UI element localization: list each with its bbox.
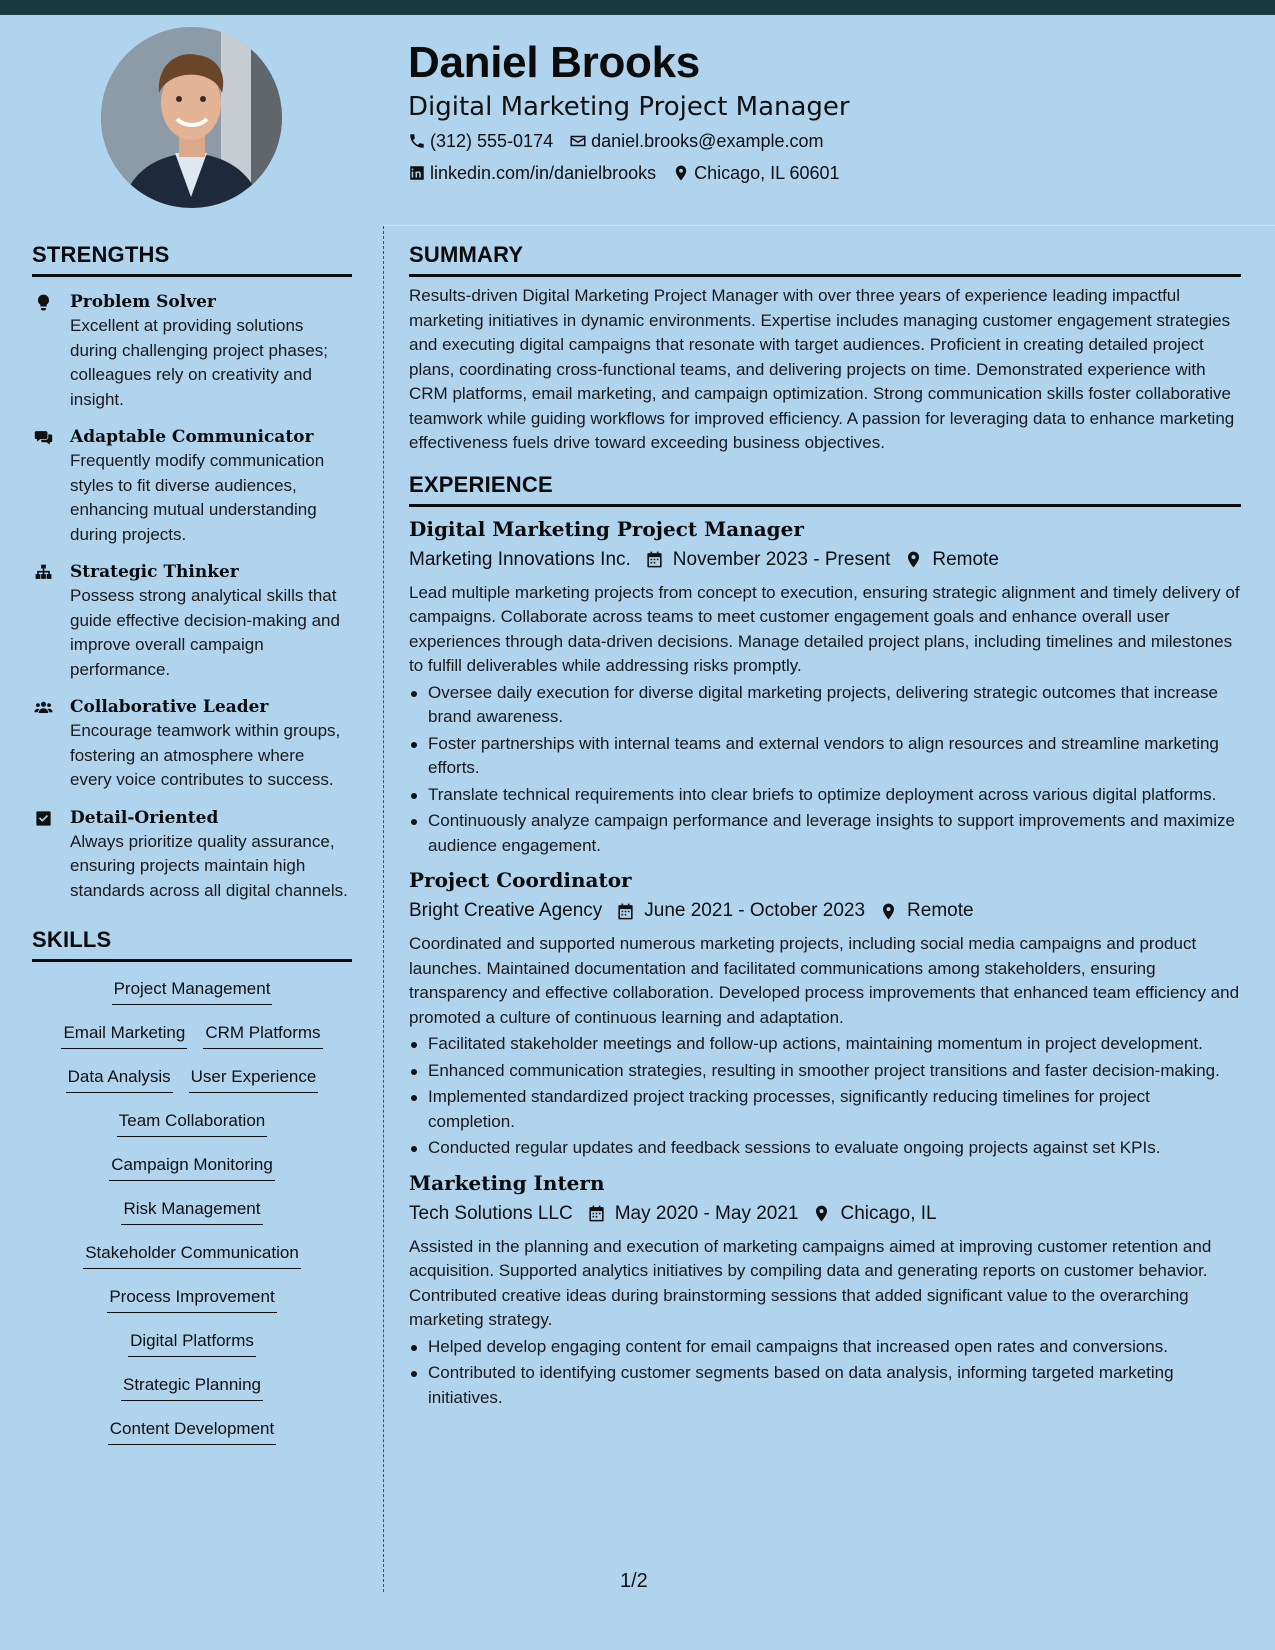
calendar-icon <box>645 550 664 569</box>
job-bullet: Enhanced communication strategies, resulting in smoother project transitions and faster decision-making. <box>409 1059 1241 1084</box>
linkedin-icon <box>408 164 426 182</box>
phone-icon <box>408 132 426 150</box>
location-text: Chicago, IL <box>840 1202 937 1224</box>
strength-desc: Possess strong analytical skills that guide effective decision-making and improve overall campaign performance. <box>70 586 340 679</box>
portrait-image <box>101 27 282 208</box>
linkedin-text: linkedin.com/in/danielbrooks <box>430 163 657 183</box>
skill-tag: Content Development <box>108 1416 276 1445</box>
job-meta <box>409 1199 1241 1229</box>
strength-desc: Frequently modify communication styles to fit diverse audiences, enhancing mutual understanding during projects. <box>70 451 325 544</box>
company-text: Bright Creative Agency <box>409 900 603 921</box>
job-bullets <box>409 1032 1241 1161</box>
location-text: Remote <box>932 548 999 570</box>
calendar-icon <box>587 1204 606 1223</box>
map-pin-icon <box>879 902 898 921</box>
strength-item <box>32 695 352 793</box>
skill-tag: Digital Platforms <box>128 1328 256 1357</box>
left-column <box>32 240 352 1460</box>
job-description: Lead multiple marketing projects from concept to execution, ensuring strategic alignment and timely delivery of campaigns. Collaborate across teams to meet customer engagement goals and enhance overall user experiences through data-driven decisions. Manage detailed project plans, including timelines and milestones to fulfill deliverables while addressing risks promptly. <box>409 582 1240 675</box>
skill-tag: Team Collaboration <box>117 1108 267 1137</box>
location-contact <box>672 158 839 188</box>
location-text: Remote <box>907 900 974 921</box>
job-title: Digital Marketing Project Manager <box>409 516 804 541</box>
strength-item <box>32 290 352 412</box>
dates-text: May 2020 - May 2021 <box>614 1202 799 1224</box>
company-text: Marketing Innovations Inc. <box>409 548 631 570</box>
job-entry <box>409 1169 1241 1411</box>
job-bullet: Translate technical requirements into clear briefs to optimize deployment across various digital platforms. <box>409 783 1241 808</box>
job-dates <box>587 1199 799 1229</box>
profile-photo <box>101 27 282 208</box>
candidate-title: Digital Marketing Project Manager <box>408 92 850 122</box>
job-bullet: Continuously analyze campaign performance and leverage insights to support improvements and maximize audience engagement. <box>409 809 1241 858</box>
contact-row-2 <box>408 158 1248 188</box>
strengths-heading: STRENGTHS <box>32 240 352 277</box>
skills-heading: SKILLS <box>32 925 352 962</box>
job-bullet: Facilitated stakeholder meetings and follow-up actions, maintaining momentum in project development. <box>409 1032 1241 1057</box>
job-bullets <box>409 1335 1241 1411</box>
phone-text: (312) 555-0174 <box>430 131 554 151</box>
skill-tag: Process Improvement <box>107 1284 276 1313</box>
strength-title: Strategic Thinker <box>70 562 239 582</box>
header-divider <box>383 225 1275 226</box>
job-bullet: Oversee daily execution for diverse digital marketing projects, delivering strategic outcomes that increase brand awareness. <box>409 681 1241 730</box>
envelope-icon <box>569 132 587 150</box>
skill-tag: CRM Platforms <box>203 1020 322 1049</box>
strength-title: Detail-Oriented <box>70 807 219 828</box>
skill-tag: Data Analysis <box>66 1064 173 1093</box>
job-bullets <box>409 681 1241 859</box>
company-text: Tech Solutions LLC <box>409 1202 573 1224</box>
skill-tag: User Experience <box>189 1064 319 1093</box>
sitemap-icon <box>34 563 53 582</box>
email-text: daniel.brooks@example.com <box>591 131 824 151</box>
job-bullet: Conducted regular updates and feedback sessions to evaluate ongoing projects against set KPIs. <box>409 1136 1241 1161</box>
job-location <box>904 545 999 575</box>
job-entry <box>409 515 1241 859</box>
job-company <box>409 545 631 575</box>
phone-contact[interactable] <box>408 126 553 156</box>
job-dates <box>645 545 891 575</box>
job-title: Marketing Intern <box>409 1170 605 1195</box>
job-location <box>812 1199 936 1229</box>
contact-row-1 <box>408 126 1248 156</box>
job-description: Coordinated and supported numerous marketing projects, including social media campaigns and product launches. Maintained documentation and facilitated communications among stakeholders, ensuring transparency and effective collaboration. Developed process improvements that enhanced team efficiency and promoted a culture of continuous learning and adaptation. <box>409 934 1240 1027</box>
resume-header <box>408 36 1248 188</box>
job-entry <box>409 866 1241 1161</box>
strength-title: Collaborative Leader <box>70 697 269 717</box>
map-pin-icon <box>904 550 923 569</box>
column-divider <box>383 226 384 1592</box>
map-pin-icon <box>812 1204 831 1223</box>
strength-item <box>32 806 352 904</box>
calendar-icon <box>616 902 635 921</box>
strength-desc: Excellent at providing solutions during challenging project phases; colleagues rely on creativity and insight. <box>70 316 329 409</box>
checkbox-icon <box>34 809 53 828</box>
job-company <box>409 896 602 926</box>
summary-text: Results-driven Digital Marketing Project Manager with over three years of experience leading impactful marketing initiatives in dynamic environments. Expertise includes managing customer engagement strategies and executing digital campaigns that resonate with target audiences. Proficient in creating detailed project plans, coordinating cross-functional teams, and delivering projects on time. Demonstrated experience with CRM platforms, email marketing, and campaign optimization. Strong communication skills foster collaborative teamwork while guiding workflows for improved efficiency. A passion for leveraging data to enhance marketing effectiveness fuels drive toward exceeding business objectives. <box>409 286 1235 452</box>
top-bar <box>0 0 1275 15</box>
skill-tag: Strategic Planning <box>121 1372 263 1401</box>
right-column <box>409 240 1241 1410</box>
strength-item <box>32 425 352 547</box>
job-location <box>879 896 974 926</box>
chat-bubbles-icon <box>34 428 53 447</box>
dates-text: June 2021 - October 2023 <box>644 900 866 921</box>
skill-tag: Stakeholder Communication <box>83 1240 301 1269</box>
candidate-name: Daniel Brooks <box>408 38 700 87</box>
experience-heading: EXPERIENCE <box>409 470 1241 507</box>
map-pin-icon <box>672 164 690 182</box>
linkedin-contact[interactable] <box>408 158 656 188</box>
skill-tag: Campaign Monitoring <box>109 1152 275 1181</box>
job-bullet: Helped develop engaging content for email campaigns that increased open rates and conversions. <box>409 1335 1241 1360</box>
job-company <box>409 1199 573 1229</box>
strength-title: Adaptable Communicator <box>70 427 314 447</box>
job-meta <box>409 896 1241 926</box>
strength-item <box>32 560 352 682</box>
page-number: 1/2 <box>620 1570 648 1592</box>
summary-heading: SUMMARY <box>409 240 1241 277</box>
strength-title: Problem Solver <box>70 292 216 312</box>
email-contact[interactable] <box>569 126 823 156</box>
job-description: Assisted in the planning and execution of marketing campaigns aimed at improving customer retention and acquisition. Supported analytics initiatives by compiling data and generating reports on customer behavior. Contributed creative ideas during brainstorming sessions that added significant value to the overarching marketing strategy. <box>409 1236 1212 1329</box>
job-meta <box>409 545 1241 575</box>
skills-list <box>32 976 352 1460</box>
dates-text: November 2023 - Present <box>672 548 891 570</box>
skill-tag: Risk Management <box>121 1196 262 1225</box>
skill-tag: Email Marketing <box>61 1020 187 1049</box>
location-text: Chicago, IL 60601 <box>694 163 840 183</box>
lightbulb-icon <box>34 293 53 312</box>
skill-tag: Project Management <box>112 976 273 1005</box>
strength-desc: Always prioritize quality assurance, ensuring projects maintain high standards across all digital channels. <box>70 831 348 900</box>
job-bullet: Implemented standardized project tracking processes, significantly reducing timelines for project completion. <box>409 1085 1241 1134</box>
job-dates <box>616 896 865 926</box>
job-bullet: Foster partnerships with internal teams and external vendors to align resources and streamline marketing efforts. <box>409 732 1241 781</box>
job-title: Project Coordinator <box>409 868 632 892</box>
strength-desc: Encourage teamwork within groups, fostering an atmosphere where every voice contributes to success. <box>70 721 341 789</box>
job-bullet: Contributed to identifying customer segments based on data analysis, informing targeted marketing initiatives. <box>409 1361 1241 1410</box>
users-icon <box>34 698 53 717</box>
